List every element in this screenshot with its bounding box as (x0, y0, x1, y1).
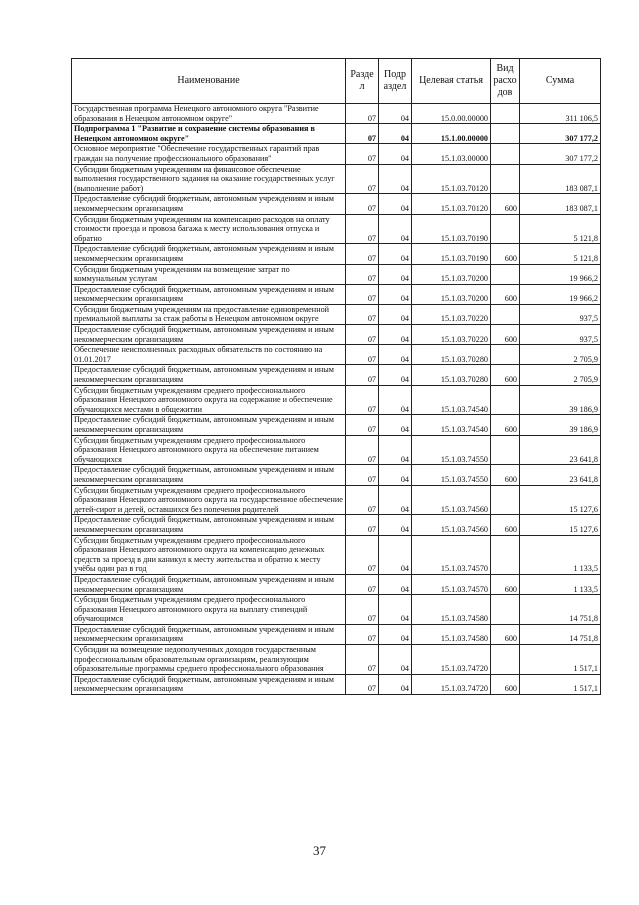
cell-expense-type (491, 535, 520, 574)
cell-name: Субсидии бюджетным учреждениям среднего профессионального образования Ненецкого автономного округа на обеспечение питанием обучающихся (72, 435, 346, 465)
page-number: 37 (313, 843, 326, 858)
cell-subsection: 04 (379, 284, 412, 304)
cell-subsection: 04 (379, 144, 412, 164)
cell-name: Субсидии бюджетным учреждениям на возмещение затрат по коммунальным услугам (72, 264, 346, 284)
cell-subsection: 04 (379, 264, 412, 284)
cell-amount: 2 705,9 (520, 365, 601, 385)
cell-subsection: 04 (379, 645, 412, 675)
cell-section: 07 (346, 304, 379, 324)
budget-table (71, 58, 601, 695)
cell-section: 07 (346, 264, 379, 284)
cell-section: 07 (346, 645, 379, 675)
table-row (72, 595, 601, 625)
cell-target-article: 15.1.03.70190 (412, 214, 491, 244)
header-amount: Сумма (520, 59, 601, 104)
cell-expense-type (491, 144, 520, 164)
cell-name: Субсидии бюджетным учреждениям среднего профессионального образования Ненецкого автономного округа на выплату стипендий обучающимся (72, 595, 346, 625)
table-row (72, 244, 601, 264)
cell-target-article: 15.1.03.70220 (412, 304, 491, 324)
cell-target-article: 15.1.03.74560 (412, 515, 491, 535)
cell-amount: 15 127,6 (520, 485, 601, 515)
cell-target-article: 15.1.03.74570 (412, 574, 491, 594)
cell-expense-type: 600 (491, 515, 520, 535)
cell-target-article: 15.1.03.70200 (412, 264, 491, 284)
cell-amount: 5 121,8 (520, 244, 601, 264)
cell-subsection: 04 (379, 574, 412, 594)
table-row (72, 674, 601, 694)
cell-name: Основное мероприятие "Обеспечение государственных гарантий прав граждан на получение профессионального образования" (72, 144, 346, 164)
cell-section: 07 (346, 435, 379, 465)
cell-name: Субсидии на возмещение недополученных доходов государственным профессиональным образовательным организациям, реализующим образовательные программы среднего профессионального образования (72, 645, 346, 675)
cell-amount: 307 177,2 (520, 124, 601, 144)
cell-subsection: 04 (379, 244, 412, 264)
cell-target-article: 15.1.03.70280 (412, 365, 491, 385)
cell-amount: 5 121,8 (520, 214, 601, 244)
cell-target-article: 15.1.03.70120 (412, 164, 491, 194)
cell-subsection: 04 (379, 465, 412, 485)
cell-subsection: 04 (379, 164, 412, 194)
table-row (72, 144, 601, 164)
cell-name: Предоставление субсидий бюджетным, автономным учреждениям и иным некоммерческим организациям (72, 574, 346, 594)
cell-expense-type: 600 (491, 624, 520, 644)
cell-name: Предоставление субсидий бюджетным, автономным учреждениям и иным некоммерческим организациям (72, 244, 346, 264)
cell-subsection: 04 (379, 595, 412, 625)
cell-amount: 23 641,8 (520, 435, 601, 465)
cell-target-article: 15.1.03.74580 (412, 595, 491, 625)
cell-amount: 183 087,1 (520, 194, 601, 214)
cell-subsection: 04 (379, 365, 412, 385)
cell-name: Субсидии бюджетным учреждениям среднего профессионального образования Ненецкого автономного округа на государственное обеспечение детей-сирот и детей, оставшихся без попечения родителей (72, 485, 346, 515)
cell-target-article: 15.1.03.74550 (412, 465, 491, 485)
cell-expense-type (491, 485, 520, 515)
cell-subsection: 04 (379, 385, 412, 415)
cell-section: 07 (346, 535, 379, 574)
cell-expense-type (491, 164, 520, 194)
table-row (72, 515, 601, 535)
cell-name: Предоставление субсидий бюджетным, автономным учреждениям и иным некоммерческим организациям (72, 465, 346, 485)
header-subsection: Подр аздел (379, 59, 412, 104)
table-row (72, 194, 601, 214)
cell-expense-type: 600 (491, 574, 520, 594)
cell-name: Предоставление субсидий бюджетным, автономным учреждениям и иным некоммерческим организациям (72, 194, 346, 214)
cell-amount: 23 641,8 (520, 465, 601, 485)
cell-amount: 1 133,5 (520, 574, 601, 594)
cell-expense-type: 600 (491, 365, 520, 385)
cell-section: 07 (346, 104, 379, 124)
cell-expense-type (491, 124, 520, 144)
cell-target-article: 15.1.03.74560 (412, 485, 491, 515)
cell-target-article: 15.1.03.74570 (412, 535, 491, 574)
cell-subsection: 04 (379, 325, 412, 345)
cell-expense-type: 600 (491, 415, 520, 435)
table-row (72, 304, 601, 324)
cell-section: 07 (346, 595, 379, 625)
cell-target-article: 15.1.03.74540 (412, 415, 491, 435)
header-target-article: Целевая статья (412, 59, 491, 104)
cell-section: 07 (346, 345, 379, 365)
cell-section: 07 (346, 164, 379, 194)
cell-subsection: 04 (379, 124, 412, 144)
cell-subsection: 04 (379, 435, 412, 465)
cell-amount: 183 087,1 (520, 164, 601, 194)
table-row (72, 264, 601, 284)
table-row (72, 385, 601, 415)
cell-name: Предоставление субсидий бюджетным, автономным учреждениям и иным некоммерческим организациям (72, 325, 346, 345)
cell-amount: 39 186,9 (520, 415, 601, 435)
table-row (72, 325, 601, 345)
table-row (72, 124, 601, 144)
header-expense-type: Вид расхо дов (491, 59, 520, 104)
cell-expense-type (491, 645, 520, 675)
cell-expense-type: 600 (491, 194, 520, 214)
cell-name: Субсидии бюджетным учреждениям среднего профессионального образования Ненецкого автономного округа на компенсацию денежных средств за проезд в дни каникул к месту жительства и обратно к месту учёбы один раз в год (72, 535, 346, 574)
cell-target-article: 15.1.03.74550 (412, 435, 491, 465)
cell-amount: 937,5 (520, 304, 601, 324)
cell-target-article: 15.1.03.74720 (412, 674, 491, 694)
cell-section: 07 (346, 485, 379, 515)
cell-expense-type: 600 (491, 674, 520, 694)
cell-expense-type (491, 385, 520, 415)
cell-section: 07 (346, 674, 379, 694)
cell-subsection: 04 (379, 674, 412, 694)
table-row (72, 415, 601, 435)
cell-name: Предоставление субсидий бюджетным, автономным учреждениям и иным некоммерческим организациям (72, 415, 346, 435)
table-row (72, 345, 601, 365)
cell-target-article: 15.1.03.70200 (412, 284, 491, 304)
cell-target-article: 15.1.03.70190 (412, 244, 491, 264)
cell-target-article: 15.1.03.74720 (412, 645, 491, 675)
cell-amount: 2 705,9 (520, 345, 601, 365)
cell-name: Субсидии бюджетным учреждениям на финансовое обеспечение выполнения государственного задания на оказание государственных услуг (выполнение работ) (72, 164, 346, 194)
cell-amount: 14 751,8 (520, 624, 601, 644)
cell-amount: 39 186,9 (520, 385, 601, 415)
table-row (72, 214, 601, 244)
cell-subsection: 04 (379, 535, 412, 574)
table-row (72, 365, 601, 385)
cell-target-article: 15.1.03.74580 (412, 624, 491, 644)
cell-section: 07 (346, 624, 379, 644)
table-row (72, 104, 601, 124)
cell-target-article: 15.1.03.00000 (412, 144, 491, 164)
cell-section: 07 (346, 515, 379, 535)
table-header-row (72, 59, 601, 104)
cell-amount: 1 517,1 (520, 645, 601, 675)
cell-expense-type: 600 (491, 465, 520, 485)
cell-amount: 19 966,2 (520, 264, 601, 284)
table-row (72, 535, 601, 574)
table-row (72, 645, 601, 675)
cell-name: Подпрограмма 1 "Развитие и сохранение системы образования в Ненецком автономном округе" (72, 124, 346, 144)
cell-name: Предоставление субсидий бюджетным, автономным учреждениям и иным некоммерческим организациям (72, 284, 346, 304)
cell-expense-type (491, 264, 520, 284)
cell-amount: 15 127,6 (520, 515, 601, 535)
cell-subsection: 04 (379, 485, 412, 515)
header-section: Разде л (346, 59, 379, 104)
cell-subsection: 04 (379, 194, 412, 214)
cell-expense-type (491, 304, 520, 324)
table-row (72, 624, 601, 644)
cell-name: Предоставление субсидий бюджетным, автономным учреждениям и иным некоммерческим организациям (72, 365, 346, 385)
header-name: Наименование (72, 59, 346, 104)
cell-expense-type: 600 (491, 244, 520, 264)
cell-name: Предоставление субсидий бюджетным, автономным учреждениям и иным некоммерческим организациям (72, 674, 346, 694)
cell-amount: 307 177,2 (520, 144, 601, 164)
cell-name: Государственная программа Ненецкого автономного округа "Развитие образования в Ненецком автономном округе" (72, 104, 346, 124)
cell-name: Субсидии бюджетным учреждениям среднего профессионального образования Ненецкого автономного округа на содержание и обеспечение обучающихся местами в общежитии (72, 385, 346, 415)
cell-section: 07 (346, 144, 379, 164)
table-row (72, 435, 601, 465)
cell-amount: 311 106,5 (520, 104, 601, 124)
table-row (72, 465, 601, 485)
cell-section: 07 (346, 415, 379, 435)
cell-subsection: 04 (379, 104, 412, 124)
cell-section: 07 (346, 214, 379, 244)
cell-amount: 14 751,8 (520, 595, 601, 625)
table-row (72, 485, 601, 515)
cell-expense-type (491, 435, 520, 465)
cell-section: 07 (346, 365, 379, 385)
cell-subsection: 04 (379, 345, 412, 365)
cell-subsection: 04 (379, 214, 412, 244)
cell-section: 07 (346, 465, 379, 485)
cell-name: Предоставление субсидий бюджетным, автономным учреждениям и иным некоммерческим организациям (72, 624, 346, 644)
cell-target-article: 15.1.00.00000 (412, 124, 491, 144)
cell-target-article: 15.1.03.70280 (412, 345, 491, 365)
cell-section: 07 (346, 284, 379, 304)
cell-name: Предоставление субсидий бюджетным, автономным учреждениям и иным некоммерческим организациям (72, 515, 346, 535)
cell-expense-type (491, 345, 520, 365)
cell-amount: 19 966,2 (520, 284, 601, 304)
cell-section: 07 (346, 574, 379, 594)
cell-section: 07 (346, 244, 379, 264)
cell-section: 07 (346, 124, 379, 144)
cell-subsection: 04 (379, 515, 412, 535)
table-row (72, 574, 601, 594)
cell-amount: 1 517,1 (520, 674, 601, 694)
cell-expense-type (491, 595, 520, 625)
cell-target-article: 15.1.03.70120 (412, 194, 491, 214)
table-row (72, 284, 601, 304)
cell-section: 07 (346, 325, 379, 345)
cell-expense-type (491, 104, 520, 124)
cell-amount: 937,5 (520, 325, 601, 345)
cell-section: 07 (346, 194, 379, 214)
table-row (72, 164, 601, 194)
cell-name: Обеспечение неисполненных расходных обязательств по состоянию на 01.01.2017 (72, 345, 346, 365)
cell-subsection: 04 (379, 304, 412, 324)
cell-expense-type: 600 (491, 284, 520, 304)
cell-expense-type (491, 214, 520, 244)
cell-amount: 1 133,5 (520, 535, 601, 574)
cell-subsection: 04 (379, 624, 412, 644)
cell-target-article: 15.0.00.00000 (412, 104, 491, 124)
cell-target-article: 15.1.03.70220 (412, 325, 491, 345)
cell-name: Субсидии бюджетным учреждениям на компенсацию расходов на оплату стоимости проезда и провоза багажа к месту использования отпуска и обратно (72, 214, 346, 244)
cell-section: 07 (346, 385, 379, 415)
cell-target-article: 15.1.03.74540 (412, 385, 491, 415)
cell-name: Субсидии бюджетным учреждениям на предоставление единовременной премиальной выплаты за стаж работы в Ненецком автономном округе (72, 304, 346, 324)
cell-expense-type: 600 (491, 325, 520, 345)
cell-subsection: 04 (379, 415, 412, 435)
